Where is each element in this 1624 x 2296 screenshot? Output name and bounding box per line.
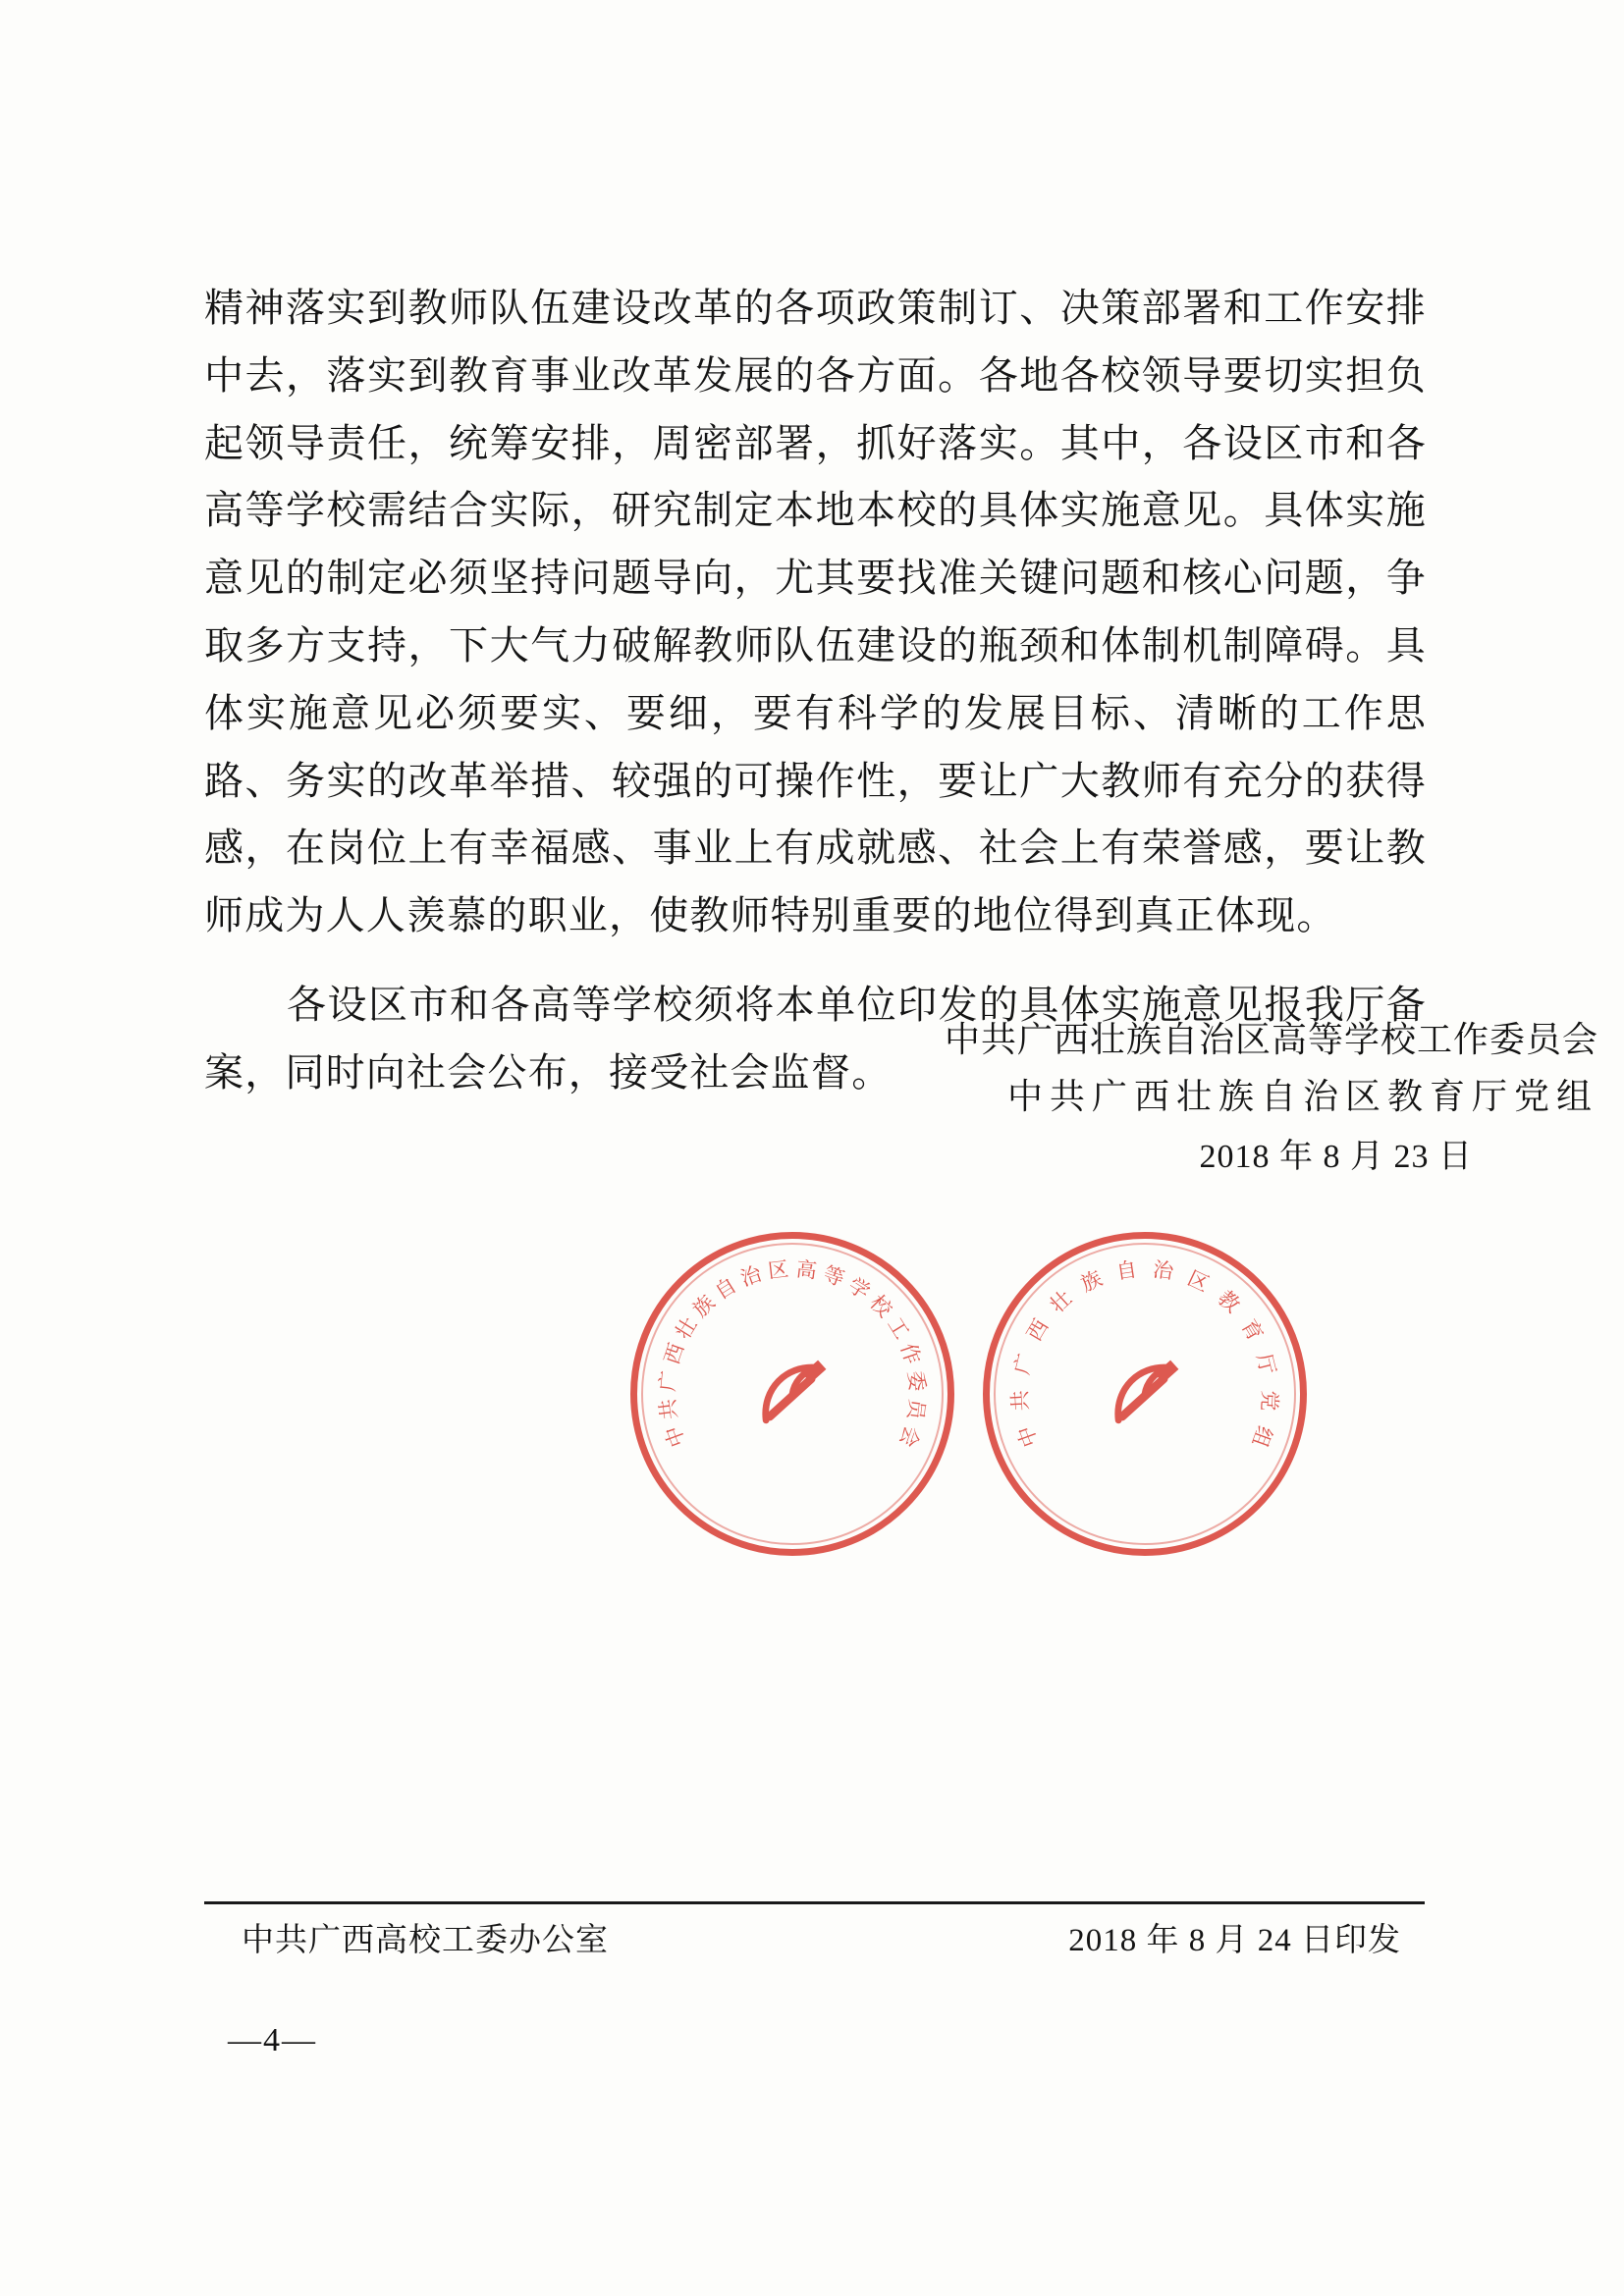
paragraph-2: 各设区市和各高等学校须将本单位印发的具体实施意见报我厅备案，同时向社会公布，接受社会监督。 xyxy=(204,982,1427,1095)
page-number: —4— xyxy=(228,2022,317,2058)
footer-issue-date: 2018 年 8 月 24 日印发 xyxy=(1068,1923,1401,1958)
signature-date: 2018 年 8 月 23 日 xyxy=(1199,1138,1473,1175)
seal-arc-text-right: 中 共 广 西 壮 族 自 治 区 教 育 厅 党 组 xyxy=(1007,1256,1282,1451)
signing-organization-1: 中共广西壮族自治区高等学校工作委员会 xyxy=(944,1020,1598,1059)
seal-higher-education-work-committee xyxy=(630,1232,954,1556)
hammer-and-sickle-icon xyxy=(745,1347,839,1441)
seal-education-department-party-group xyxy=(983,1232,1307,1556)
paragraph-1: 精神落实到教师队伍建设改革的各项政策制订、决策部署和工作安排中去，落实到教育事业改革发展的各方面。各地各校领导要切实担负起领导责任，统筹安排，周密部署，抓好落实。其中，各设区市和各高等学校需结合实际，研究制定本地本校的具体实施意见。具体实施意见的制定必须坚持问题导向，尤其要找准关键问题和核心问题，争取多方支持，下大气力破解教师队伍建设的瓶颈和体制机制障碍。具体实施意见必须要实、要细，要有科学的发展目标、清晰的工作思路、务实的改革举措、较强的可操作性，要让广大教师有充分的获得感，在岗位上有幸福感、事业上有成就感、社会上有荣誉感，要让教师成为人人羡慕的职业，使教师特别重要的地位得到真正体现。 xyxy=(204,286,1427,938)
footer-issuing-office: 中共广西高校工委办公室 xyxy=(242,1923,609,1958)
footer xyxy=(204,1914,1425,1960)
hammer-and-sickle-icon xyxy=(1098,1347,1192,1441)
document-body xyxy=(204,275,1427,1113)
seal-arc-text-left: 中 共 广 西 壮 族 自 治 区 高 等 学 校 工 作 委 员 会 xyxy=(655,1256,930,1451)
signature-block xyxy=(793,1011,1598,1184)
signing-organization-2: 中共广西壮族自治区教育厅党组 xyxy=(1006,1077,1598,1117)
footer-divider xyxy=(204,1901,1425,1904)
